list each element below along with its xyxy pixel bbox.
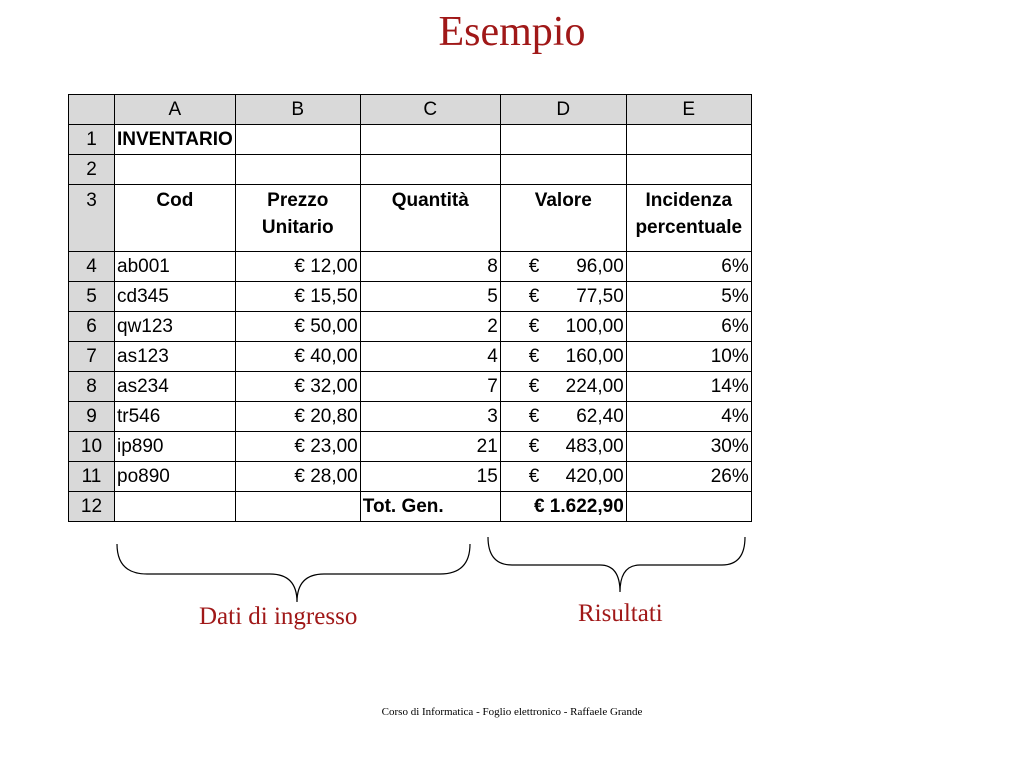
cod-cell[interactable]: ip890 <box>115 432 236 462</box>
prezzo-cell[interactable]: € 50,00 <box>235 312 360 342</box>
quantita-cell[interactable]: 4 <box>360 342 500 372</box>
currency-symbol: € <box>528 375 540 397</box>
column-header-c[interactable]: C <box>360 95 500 125</box>
row-header[interactable]: 5 <box>69 282 115 312</box>
incidenza-cell[interactable]: 4% <box>626 402 751 432</box>
quantita-cell[interactable]: 3 <box>360 402 500 432</box>
total-label-cell[interactable]: Tot. Gen. <box>360 492 500 522</box>
cod-cell[interactable]: tr546 <box>115 402 236 432</box>
results-label: Risultati <box>578 600 663 627</box>
prezzo-cell[interactable]: € 15,50 <box>235 282 360 312</box>
valore-amount: 160,00 <box>565 345 624 367</box>
column-header-b[interactable]: B <box>235 95 360 125</box>
cod-cell[interactable]: cd345 <box>115 282 236 312</box>
row-header[interactable]: 8 <box>69 372 115 402</box>
quantita-cell[interactable]: 21 <box>360 432 500 462</box>
currency-symbol: € <box>528 345 540 367</box>
row-header[interactable]: 2 <box>69 155 115 185</box>
currency-symbol: € <box>528 285 540 307</box>
currency-symbol: € <box>528 315 540 337</box>
total-value-cell[interactable]: € 1.622,90 <box>500 492 626 522</box>
quantita-cell[interactable]: 8 <box>360 252 500 282</box>
prezzo-cell[interactable]: € 40,00 <box>235 342 360 372</box>
incidenza-cell[interactable]: 30% <box>626 432 751 462</box>
valore-amount: 62,40 <box>576 405 624 427</box>
row-header[interactable]: 11 <box>69 462 115 492</box>
row-header[interactable]: 3 <box>69 185 115 252</box>
cod-cell[interactable]: as234 <box>115 372 236 402</box>
column-header-e[interactable]: E <box>626 95 751 125</box>
incidenza-cell[interactable]: 6% <box>626 252 751 282</box>
row-header[interactable]: 4 <box>69 252 115 282</box>
currency-symbol: € <box>528 465 540 487</box>
quantita-cell[interactable]: 15 <box>360 462 500 492</box>
quantita-cell[interactable]: 7 <box>360 372 500 402</box>
currency-symbol: € <box>528 255 540 277</box>
row-header[interactable]: 9 <box>69 402 115 432</box>
valore-amount: 96,00 <box>576 255 624 277</box>
row-header[interactable]: 10 <box>69 432 115 462</box>
inventory-title-cell[interactable]: INVENTARIO <box>115 125 236 155</box>
row-header[interactable]: 6 <box>69 312 115 342</box>
cod-cell[interactable]: qw123 <box>115 312 236 342</box>
valore-amount: 224,00 <box>565 375 624 397</box>
header-quantita[interactable]: Quantità <box>360 185 500 252</box>
incidenza-cell[interactable]: 26% <box>626 462 751 492</box>
valore-amount: 100,00 <box>565 315 624 337</box>
prezzo-cell[interactable]: € 20,80 <box>235 402 360 432</box>
footer-text: Corso di Informatica - Foglio elettronico - Raffaele Grande <box>381 706 643 718</box>
valore-amount: 77,50 <box>576 285 624 307</box>
valore-amount: 420,00 <box>565 465 624 487</box>
inputs-label: Dati di ingresso <box>199 603 358 630</box>
result-brace <box>488 537 745 592</box>
currency-symbol: € <box>528 435 540 457</box>
column-header-d[interactable]: D <box>500 95 626 125</box>
prezzo-cell[interactable]: € 32,00 <box>235 372 360 402</box>
valore-amount: 483,00 <box>565 435 624 457</box>
cod-cell[interactable]: ab001 <box>115 252 236 282</box>
incidenza-cell[interactable]: 6% <box>626 312 751 342</box>
prezzo-cell[interactable]: € 12,00 <box>235 252 360 282</box>
prezzo-cell[interactable]: € 23,00 <box>235 432 360 462</box>
slide-title: Esempio <box>438 9 586 55</box>
row-header[interactable]: 1 <box>69 125 115 155</box>
quantita-cell[interactable]: 2 <box>360 312 500 342</box>
cod-cell[interactable]: po890 <box>115 462 236 492</box>
header-cod[interactable]: Cod <box>115 185 236 252</box>
column-header-a[interactable]: A <box>115 95 236 125</box>
quantita-cell[interactable]: 5 <box>360 282 500 312</box>
incidenza-cell[interactable]: 10% <box>626 342 751 372</box>
cod-cell[interactable]: as123 <box>115 342 236 372</box>
header-valore[interactable]: Valore <box>500 185 626 252</box>
incidenza-cell[interactable]: 14% <box>626 372 751 402</box>
row-header[interactable]: 7 <box>69 342 115 372</box>
prezzo-cell[interactable]: € 28,00 <box>235 462 360 492</box>
header-prezzo[interactable]: Prezzo Unitario <box>235 185 360 252</box>
header-incidenza[interactable]: Incidenza percentuale <box>626 185 751 252</box>
incidenza-cell[interactable]: 5% <box>626 282 751 312</box>
currency-symbol: € <box>528 405 540 427</box>
input-brace <box>117 544 470 602</box>
row-header[interactable]: 12 <box>69 492 115 522</box>
